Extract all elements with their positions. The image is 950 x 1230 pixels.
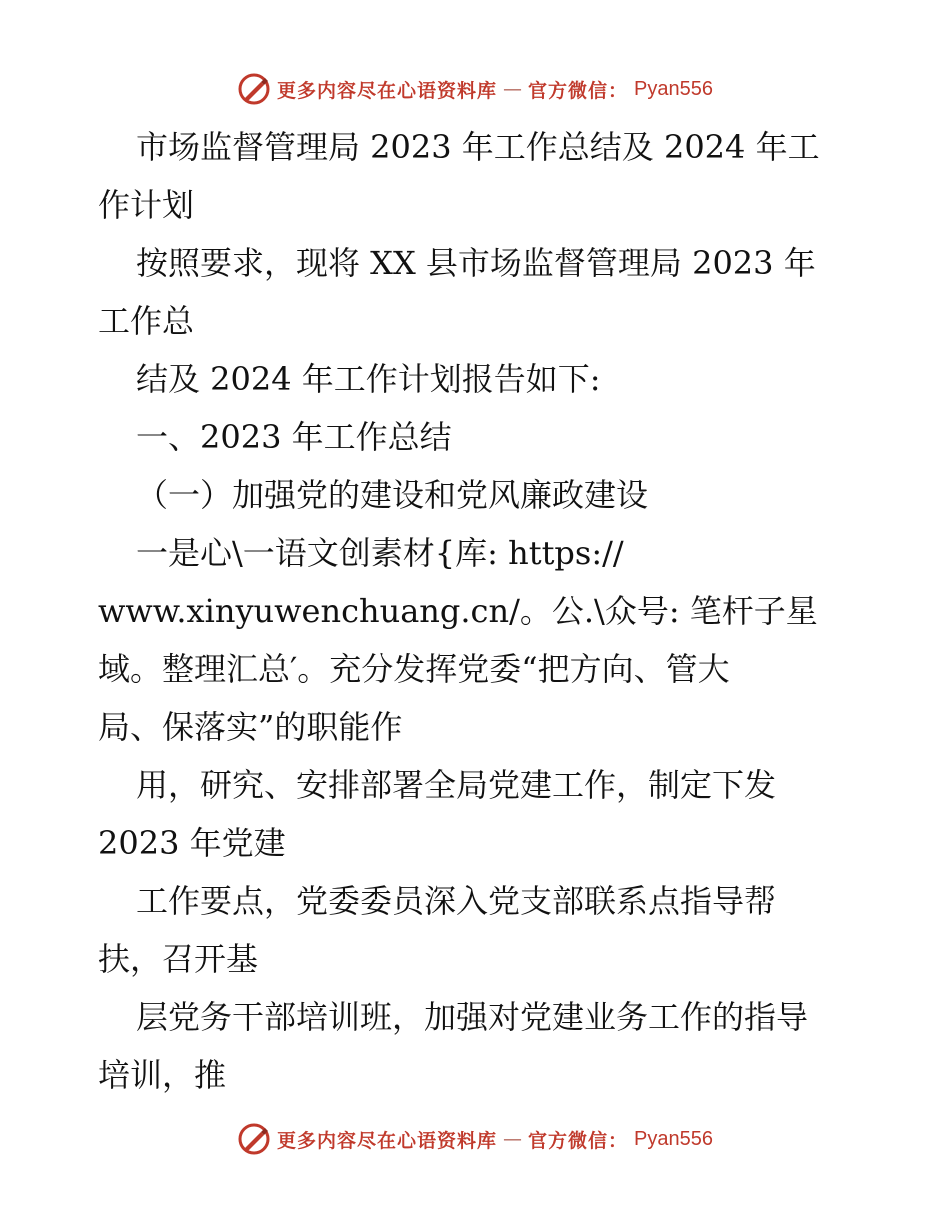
document-line: 用，研究、安排部署全局党建工作，制定下发 — [136, 766, 777, 804]
document-line: 扶，召开基 — [98, 940, 259, 978]
document-body — [98, 118, 858, 1104]
document-line: 一、2023 年工作总结 — [136, 418, 452, 456]
document-line: 一是心\一语文创素材{库: https:// — [136, 534, 624, 572]
banner-separator: — — [503, 1128, 523, 1150]
document-line: 域。整理汇总′。充分发挥党委“把方向、管大 — [98, 650, 730, 688]
banner-separator: — — [503, 78, 523, 100]
document-line: 工作要点，党委委员深入党支部联系点指导帮 — [136, 882, 777, 920]
document-line: 工作总 — [98, 302, 195, 340]
header-watermark — [0, 72, 950, 106]
document-line: 局、保落实”的职能作 — [98, 708, 403, 746]
banner-text: 更多内容尽在心语资料库 — [277, 1129, 498, 1152]
document-line: 按照要求，现将 XX 县市场监督管理局 2023 年 — [136, 244, 816, 282]
pen-logo-icon — [237, 72, 271, 106]
document-line: www.xinyuwenchuang.cn/。公.\众号: 笔杆子星 — [98, 592, 818, 630]
pen-logo-icon — [237, 1122, 271, 1156]
document-line: 层党务干部培训班，加强对党建业务工作的指导 — [136, 998, 809, 1036]
document-line: 作计划 — [98, 186, 195, 224]
document-line: 培训，推 — [98, 1056, 227, 1094]
banner-wechat-label: 官方微信： — [528, 79, 629, 102]
document-line: 结及 2024 年工作计划报告如下: — [136, 360, 601, 398]
banner-wechat-label: 官方微信： — [528, 1129, 629, 1152]
document-line: 2023 年党建 — [98, 824, 286, 862]
document-line: （一）加强党的建设和党风廉政建设 — [136, 476, 649, 514]
banner-text: 更多内容尽在心语资料库 — [277, 79, 498, 102]
document-line: 市场监督管理局 2023 年工作总结及 2024 年工 — [136, 128, 820, 166]
banner-wechat-id: Pyan556 — [634, 77, 713, 100]
footer-watermark — [0, 1122, 950, 1156]
banner-wechat-id: Pyan556 — [634, 1127, 713, 1150]
